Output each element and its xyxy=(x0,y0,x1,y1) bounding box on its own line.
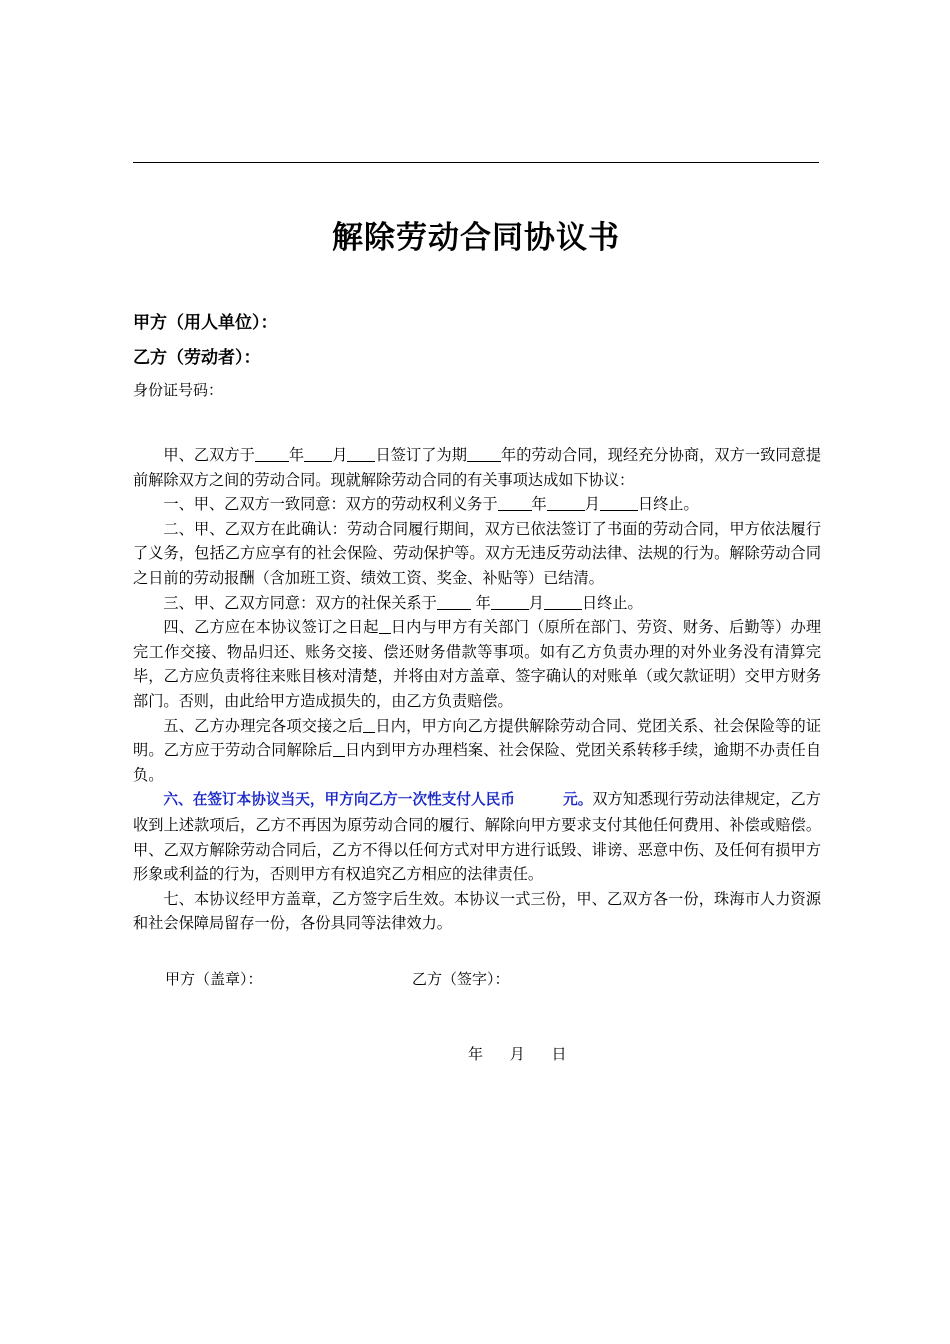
blank xyxy=(491,593,529,609)
party-b-signature: 乙方（签字）： xyxy=(412,970,510,988)
blank xyxy=(544,593,582,609)
clause-6: 六、在签订本协议当天，甲方向乙方一次性支付人民币 元。双方知悉现行劳动法律规定，乙方收到上述款项后，乙方不再因为原劳动合同的履行、解除向甲方要求支付其他任何费用、补偿或赔偿。甲、乙双方解除劳动合同后，乙方不得以任何方式对甲方进行诋毁、诽谤、恶意中伤、及任何有损甲方形象或利益的行为，否则甲方有权追究乙方相应的法律责任。 xyxy=(133,790,821,884)
blank xyxy=(437,593,471,609)
party-a-label: 甲方（用人单位）： xyxy=(133,313,278,333)
payment-highlight: 六、在签订本协议当天，甲方向乙方一次性支付人民币 xyxy=(163,791,516,809)
clause-5: 五、乙方办理完各项交接之后 日内，甲方向乙方提供解除劳动合同、党团关系、社会保险等的证明。乙方应于劳动合同解除后 日内到甲方办理档案、社会保险、党团关系转移手续，逾期不办责任自负。 xyxy=(133,716,822,784)
clause-3: 三、甲、乙双方同意：双方的社保关系于 年 月 日终止。 xyxy=(163,593,643,612)
clause-4: 四、乙方应在本协议签订之日起 日内与甲方有关部门（原所在部门、劳资、财务、后勤等）办理完工作交接、物品归还、账务交接、偿还财务借款等事项。如有乙方负责办理的对外业务没有清算完毕，乙方应负责将往来账目核对清楚，并将由对方盖章、签字确认的对账单（或欠款证明）交甲方财务部门。否则，由此给甲方造成损失的，由乙方负责赔偿。 xyxy=(133,618,822,710)
header-rule xyxy=(133,162,819,163)
agreement-body xyxy=(133,443,821,936)
blank xyxy=(600,495,638,511)
clause-1: 一、甲、乙双方一致同意：双方的劳动权利义务于 年 月 日终止。 xyxy=(163,495,699,514)
blank xyxy=(379,618,391,634)
blank xyxy=(498,495,532,511)
clause-7: 七、本协议经甲方盖章，乙方签字后生效。本协议一式三份，甲、乙双方各一份，珠海市人力资源和社会保障局留存一份，各份具同等法律效力。 xyxy=(133,889,821,933)
clause-2: 二、甲、乙双方在此确认：劳动合同履行期间，双方已依法签订了书面的劳动合同，甲方依法履行了义务，包括乙方应享有的社会保险、劳动保护等。双方无违反劳动法律、法规的行为。解除劳动合同之日前的劳动报酬（含加班工资、绩效工资、奖金、补贴等）已结清。 xyxy=(133,519,821,587)
blank xyxy=(347,446,375,462)
date-line: 年 月 日 xyxy=(468,1045,567,1063)
party-a-seal: 甲方（盖章）： xyxy=(165,970,263,988)
blank xyxy=(304,446,332,462)
blank xyxy=(467,446,501,462)
blank xyxy=(255,446,289,462)
intro-paragraph: 甲、乙双方于 年 月 日签订了为期 年的劳动合同，现经充分协商，双方一致同意提前解除双方之间的劳动合同。现就解除劳动合同的有关事项达成如下协议： xyxy=(133,446,822,489)
document-title: 解除劳动合同协议书 xyxy=(332,220,620,256)
blank xyxy=(547,495,585,511)
party-b-label: 乙方（劳动者）： xyxy=(133,348,261,368)
blank xyxy=(363,716,375,732)
payment-unit: 元。 xyxy=(563,791,593,809)
blank xyxy=(333,741,345,757)
id-number-label: 身份证号码： xyxy=(133,381,224,399)
